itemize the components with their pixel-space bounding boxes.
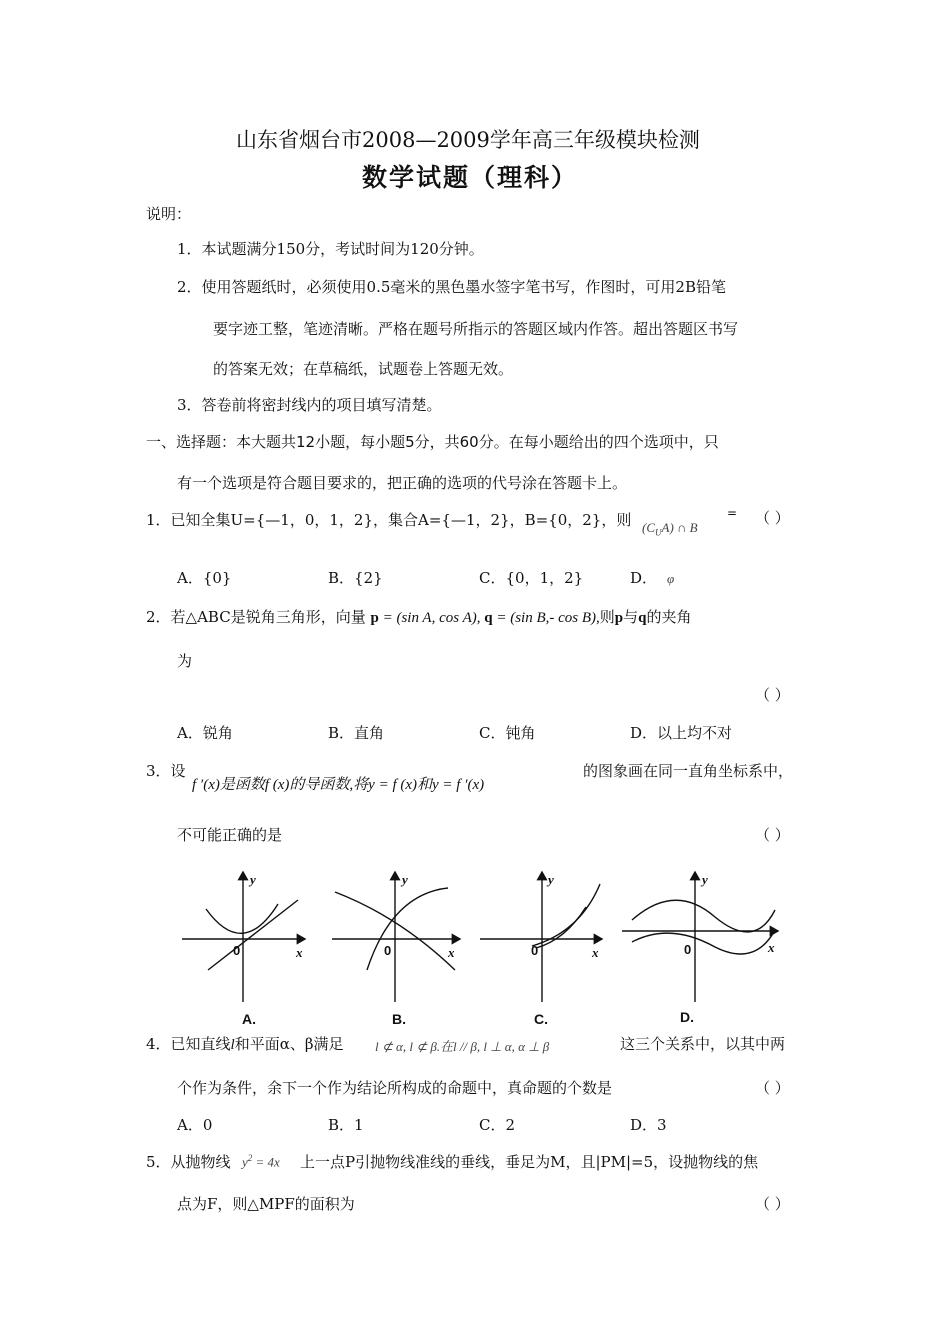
q4-text-line2: 个作为条件，余下一个作为结论所构成的命题中，真命题的个数是 <box>177 1079 613 1097</box>
q2-option-b: B．直角 <box>328 724 385 742</box>
q1-option-d: D． φ <box>630 569 675 587</box>
q4-text: 4．已知直线l和平面α、β满足 <box>146 1035 344 1053</box>
q3-text-tail: 的图象画在同一直角坐标系中， <box>583 762 794 780</box>
q1-equals: = <box>727 506 738 520</box>
q5-formula: $y^2 = 4x$ <box>242 1153 280 1170</box>
page-title: 数学试题（理科） <box>362 163 579 192</box>
empty-set-symbol: φ <box>667 571 675 586</box>
graph-b-y-label: y <box>402 872 408 887</box>
graph-b <box>332 872 460 1002</box>
graph-a <box>182 872 305 1002</box>
notes-item-3: 3．答卷前将密封线内的项目填写清楚。 <box>177 396 442 414</box>
q3-answer-paren: （ ） <box>755 826 790 844</box>
graph-d <box>622 872 778 1002</box>
notes-item-2-line3: 的答案无效；在草稿纸，试题卷上答题无效。 <box>213 360 514 378</box>
graph-c-origin: 0 <box>531 943 539 958</box>
graph-d-x-label: x <box>768 940 775 955</box>
q5-text-tail: 上一点P引抛物线准线的垂线，垂足为M，且|PM|=5，设抛物线的焦 <box>300 1153 759 1171</box>
q4-formula: l ⊄ α, l ⊄ β.在l // β, l ⊥ α, α ⊥ β <box>375 1039 550 1054</box>
q1-option-b: B．{2} <box>328 569 383 587</box>
graph-c-label: C. <box>534 1011 548 1027</box>
graph-c <box>480 872 602 1002</box>
exam-header-line1: 山东省烟台市2008—2009学年高三年级模块检测 <box>236 128 700 152</box>
q3-text-line2: 不可能正确的是 <box>177 826 283 844</box>
q2-answer-paren: （ ） <box>755 686 790 704</box>
q2-formula: p = (sin A, cos A), q = (sin B,- cos B), <box>370 610 600 626</box>
q2-option-c: C．钝角 <box>479 724 536 742</box>
q4-option-c: C．2 <box>479 1116 516 1134</box>
q3-graphs-figure <box>170 862 790 1032</box>
q3-text: 3．设 <box>146 762 186 780</box>
graph-c-y-label: y <box>548 872 554 887</box>
q4-option-a: A．0 <box>177 1116 213 1134</box>
notes-item-2-line2: 要字迹工整，笔迹清晰。严格在题号所指示的答题区域内作答。超出答题区书写 <box>213 320 739 338</box>
graph-a-x-label: x <box>296 945 303 960</box>
q4-option-d: D．3 <box>630 1116 667 1134</box>
graph-b-x-label: x <box>448 945 455 960</box>
q1-option-a: A．{0} <box>177 569 232 587</box>
notes-label: 说明： <box>146 205 192 223</box>
section-heading-line1: 一、选择题：本大题共12小题，每小题5分，共60分。在每小题给出的四个选项中，只 <box>146 433 719 451</box>
q2-text: 2．若△ABC是锐角三角形，向量 p = (sin A, cos A), q = (sin B,- cos B),则p与q的夹角 <box>146 608 692 626</box>
graph-a-y-label: y <box>250 872 256 887</box>
section-heading-line2: 有一个选项是符合题目要求的，把正确的选项的代号涂在答题卡上。 <box>177 474 628 492</box>
q4-option-b: B．1 <box>328 1116 364 1134</box>
q1-answer-paren: （ ） <box>755 509 790 527</box>
q1-formula: $(C_UA)$ ∩ B <box>642 520 698 538</box>
q1-option-c: C．{0，1，2} <box>479 569 584 587</box>
q1-text: 1．已知全集U={—1，0，1，2}，集合A={—1，2}，B={0，2}，则 <box>146 511 632 529</box>
graph-a-label: A. <box>242 1011 256 1027</box>
q2-text-line2: 为 <box>177 652 193 670</box>
q5-text: 5．从抛物线 <box>146 1153 231 1171</box>
notes-item-2-line1: 2．使用答题纸时，必须使用0.5毫米的黑色墨水签字笔书写，作图时，可用2B铅笔 <box>177 278 726 296</box>
graph-b-label: B. <box>392 1011 406 1027</box>
graph-d-y-label: y <box>702 872 708 887</box>
notes-item-1: 1．本试题满分150分，考试时间为120分钟。 <box>177 240 484 258</box>
q2-option-d: D．以上均不对 <box>630 724 733 742</box>
graph-a-origin: 0 <box>233 943 241 958</box>
q4-answer-paren: （ ） <box>755 1079 790 1097</box>
q4-text-tail: 这三个关系中，以其中两 <box>620 1035 786 1053</box>
q2-option-a: A．锐角 <box>177 724 233 742</box>
graph-b-origin: 0 <box>384 943 392 958</box>
graph-c-x-label: x <box>592 945 599 960</box>
graph-d-origin: 0 <box>684 942 692 957</box>
q3-formula: f ′(x)是函数f (x)的导函数,将y = f (x)和y = f ′(x) <box>192 777 485 793</box>
q5-answer-paren: （ ） <box>755 1195 790 1213</box>
q5-text-line2: 点为F，则△MPF的面积为 <box>177 1195 355 1213</box>
graph-d-label: D. <box>680 1009 694 1025</box>
